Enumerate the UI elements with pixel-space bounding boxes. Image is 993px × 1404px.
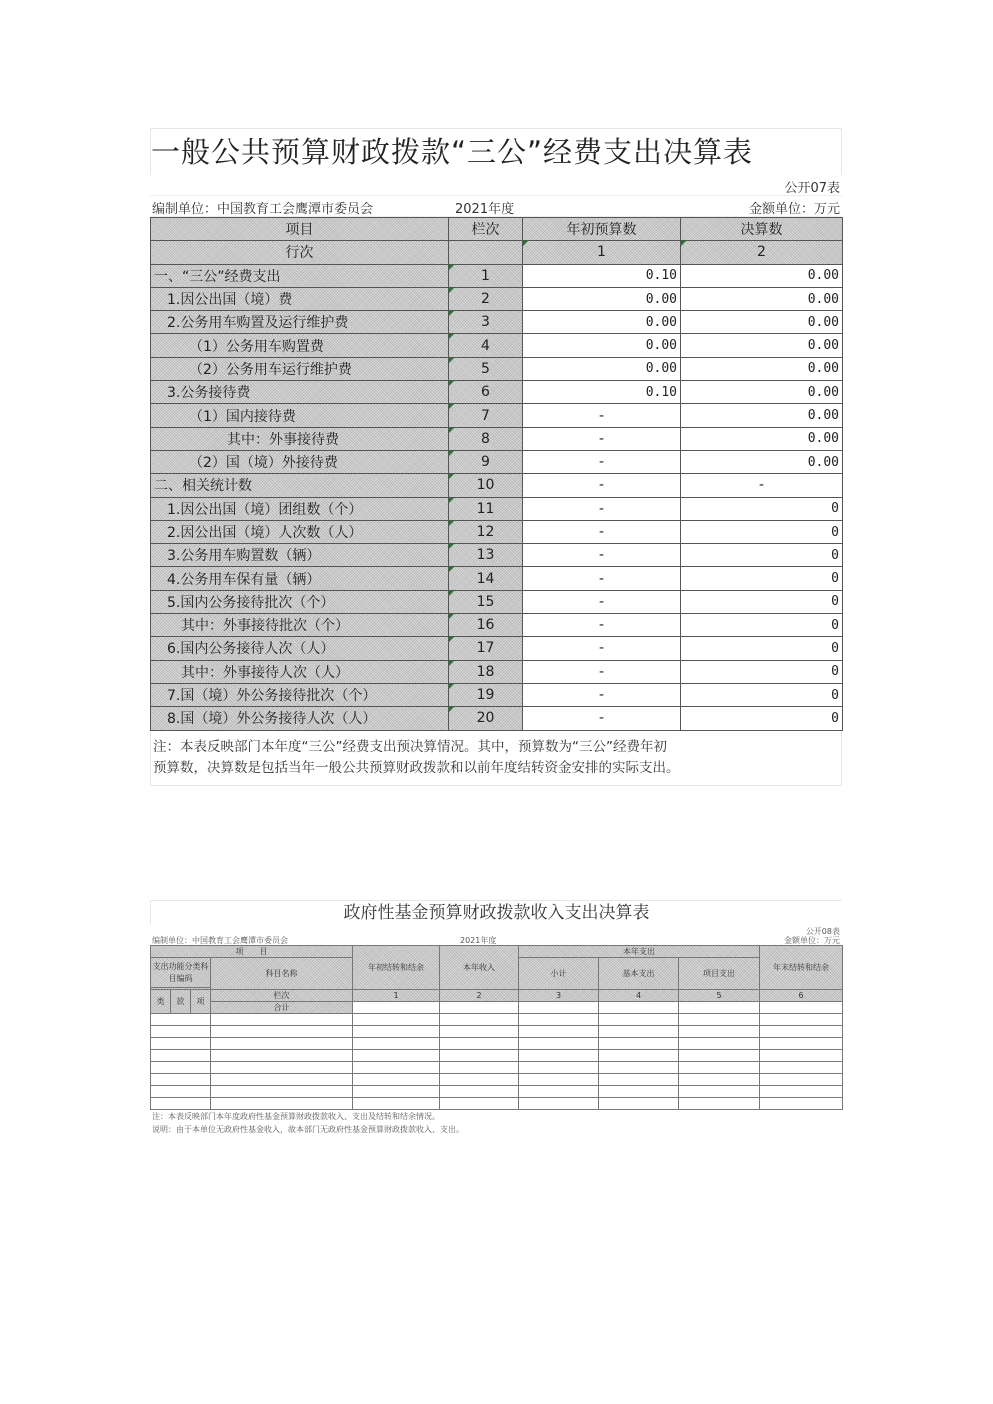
blank-cell [599,1038,679,1050]
note-line-2: 预算数，决算数是包括当年一般公共预算财政拨款和以前年度结转资金安排的实际支出。 [153,759,680,776]
index-col [449,241,523,264]
sheet2-year: 2021年度 [460,936,497,945]
blank-cell [679,1086,760,1098]
table-row [151,707,843,730]
blank-cell [151,1038,211,1050]
blank-row [151,1098,843,1110]
blank-cell [440,1074,519,1086]
h-xiang: 项 [191,990,211,1014]
row-budget: - [523,683,681,706]
table-row [151,427,843,450]
blank-cell [760,1098,843,1110]
sheet2-compiler: 编制单位：中国教育工会鹰潭市委员会 [152,936,288,945]
blank-row [151,1086,843,1098]
row-number: 12 [449,520,523,543]
row-label: 4.公务用车保有量（辆） [151,567,449,590]
col-num-5: 5 [679,990,760,1002]
row-final: 0.00 [681,357,843,380]
row-number: 20 [449,707,523,730]
blank-cell [519,1014,599,1026]
blank-cell [599,1086,679,1098]
blank-cell [211,1014,353,1026]
blank-row [151,1074,843,1086]
row-label: 2.因公出国（境）人次数（人） [151,520,449,543]
table-row [151,381,843,404]
index-budget: 1 [523,241,681,264]
table-row [151,590,843,613]
blank-cell [679,1014,760,1026]
blank-cell [440,1050,519,1062]
blank-row [151,1014,843,1026]
blank-cell [211,1086,353,1098]
row-final: 0.00 [681,287,843,310]
blank-cell [519,1026,599,1038]
row-final: 0 [681,590,843,613]
row-label: 其中：外事接待人次（人） [151,660,449,683]
col-num-1: 1 [353,990,440,1002]
table-row [151,567,843,590]
blank-cell [519,1098,599,1110]
row-number: 18 [449,660,523,683]
blank-cell [760,1062,843,1074]
sheet2-title: 政府性基金预算财政拨款收入支出决算表 [150,901,842,925]
total-label: 合计 [211,1002,353,1014]
blank-cell [599,1062,679,1074]
cell [353,1002,440,1014]
row-number: 6 [449,381,523,404]
blank-cell [353,1098,440,1110]
budget-sheet-2 [150,900,842,1136]
blank-cell [679,1074,760,1086]
h-income: 本年收入 [440,946,519,990]
blank-cell [519,1038,599,1050]
note-line-1: 注：本表反映部门本年度“三公”经费支出预决算情况。其中，预算数为“三公”经费年初 [153,738,667,755]
h-subtotal: 小计 [519,958,599,990]
form-number: 公开07表 [784,181,840,196]
row-budget: - [523,590,681,613]
cell [599,1002,679,1014]
amount-unit: 金额单位：万元 [748,202,840,217]
row-number: 10 [449,474,523,497]
row-budget: - [523,567,681,590]
col-num-6: 6 [760,990,843,1002]
row-budget: - [523,637,681,660]
row-final: 0.00 [681,404,843,427]
sheet2-note: 注：本表反映部门本年度政府性基金预算财政拨款收入、支出及结转和结余情况。 [152,1112,440,1121]
row-final: 0 [681,520,843,543]
blank-cell [353,1014,440,1026]
row-final: 0 [681,497,843,520]
blank-cell [679,1050,760,1062]
row-label: 7.国（境）外公务接待批次（个） [151,683,449,706]
budget-sheet-1 [150,128,842,786]
blank-cell [353,1062,440,1074]
row-final: 0 [681,707,843,730]
blank-cell [440,1014,519,1026]
row-budget: 0.00 [523,357,681,380]
blank-cell [440,1062,519,1074]
header-final: 决算数 [681,218,843,241]
row-number: 11 [449,497,523,520]
row-final: 0 [681,660,843,683]
row-budget: 0.10 [523,381,681,404]
h-code: 支出功能分类科目编码 [151,958,211,988]
row-label: 3.公务接待费 [151,381,449,404]
blank-cell [440,1038,519,1050]
table-row [151,474,843,497]
blank-cell [440,1026,519,1038]
row-number: 15 [449,590,523,613]
blank-rows [151,1014,843,1110]
table-row [151,614,843,637]
h-item: 项 目 [151,946,353,958]
blank-cell [679,1098,760,1110]
blank-cell [151,1026,211,1038]
row-label: 6.国内公务接待人次（人） [151,637,449,660]
row-budget: 0.00 [523,287,681,310]
row-number: 19 [449,683,523,706]
blank-cell [151,1062,211,1074]
table-row [151,660,843,683]
table-row [151,404,843,427]
row-final: 0 [681,567,843,590]
row-budget: 0.00 [523,334,681,357]
header-budget: 年初预算数 [523,218,681,241]
h-name: 科目名称 [211,958,353,990]
blank-cell [211,1050,353,1062]
h-kuan: 款 [171,990,191,1014]
blank-cell [211,1074,353,1086]
row-final: 0.00 [681,427,843,450]
three-public-expense-table [150,217,843,731]
meta-row [150,196,842,217]
header-row [151,218,843,241]
row-budget: - [523,520,681,543]
row-label: （2）国（境）外接待费 [151,450,449,473]
blank-cell [151,1050,211,1062]
blank-cell [519,1086,599,1098]
blank-cell [519,1050,599,1062]
blank-cell [760,1026,843,1038]
row-number: 5 [449,357,523,380]
form-number-row [150,175,842,196]
blank-cell [760,1038,843,1050]
blank-cell [760,1086,843,1098]
blank-cell [211,1038,353,1050]
h-begin: 年初结转和结余 [353,946,440,990]
row-number: 7 [449,404,523,427]
blank-cell [353,1074,440,1086]
table-row [151,264,843,287]
fund-budget-table [150,945,843,1110]
row-budget: 0.00 [523,311,681,334]
row-label: （2）公务用车运行维护费 [151,357,449,380]
row-final: 0.00 [681,450,843,473]
blank-row [151,1062,843,1074]
table-row [151,450,843,473]
row-label: 1.因公出国（境）团组数（个） [151,497,449,520]
blank-row [151,1050,843,1062]
sheet2-unit: 金额单位：万元 [784,936,840,945]
table-row [151,497,843,520]
header-col: 栏次 [449,218,523,241]
sheet2-form-number: 公开08表 [805,927,840,936]
blank-cell [353,1086,440,1098]
row-number: 16 [449,614,523,637]
row-label: 一、“三公”经费支出 [151,264,449,287]
row-label: （1）公务用车购置费 [151,334,449,357]
table-row [151,520,843,543]
sheet1-title: 一般公共预算财政拨款“三公”经费支出决算表 [150,129,842,175]
compiler-unit: 编制单位：中国教育工会鹰潭市委员会 [152,202,374,217]
blank-cell [599,1014,679,1026]
sheet2-remark: 说明：由于本单位无政府性基金收入，故本部门无政府性基金预算财政拨款收入、支出。 [152,1125,464,1134]
row-number: 4 [449,334,523,357]
blank-cell [353,1050,440,1062]
col-num-3: 3 [519,990,599,1002]
row-label: 3.公务用车购置数（辆） [151,544,449,567]
table-row [151,311,843,334]
blank-cell [679,1038,760,1050]
row-number: 3 [449,311,523,334]
h-lei: 类 [151,990,171,1014]
row-budget: - [523,660,681,683]
row-final: 0 [681,683,843,706]
index-row [151,241,843,264]
h-project: 项目支出 [679,958,760,990]
row-label: 8.国（境）外公务接待人次（人） [151,707,449,730]
blank-cell [440,1086,519,1098]
cell [679,1002,760,1014]
index-final: 2 [681,241,843,264]
blank-cell [151,1086,211,1098]
row-number: 9 [449,450,523,473]
row-budget: - [523,427,681,450]
blank-cell [353,1026,440,1038]
h-expense: 本年支出 [519,946,760,958]
h-basic: 基本支出 [599,958,679,990]
row-budget: - [523,497,681,520]
row-budget: - [523,450,681,473]
blank-cell [599,1050,679,1062]
cell [519,1002,599,1014]
row-final: 0 [681,637,843,660]
row-budget: - [523,404,681,427]
row-final: 0.00 [681,381,843,404]
row-final: 0.00 [681,264,843,287]
blank-cell [353,1038,440,1050]
blank-cell [440,1098,519,1110]
header-item: 项目 [151,218,449,241]
row-final: 0 [681,614,843,637]
row-label: 5.国内公务接待批次（个） [151,590,449,613]
blank-cell [679,1062,760,1074]
sheet1-note [150,731,842,786]
row-final: 0.00 [681,311,843,334]
row-number: 14 [449,567,523,590]
blank-cell [151,1074,211,1086]
blank-cell [760,1050,843,1062]
fiscal-year: 2021年度 [455,202,515,217]
row-final: 0.00 [681,334,843,357]
row-label: （1）国内接待费 [151,404,449,427]
col-num-2: 2 [440,990,519,1002]
table-row [151,544,843,567]
row-label: 2.公务用车购置及运行维护费 [151,311,449,334]
blank-cell [679,1026,760,1038]
row-label: 1.因公出国（境）费 [151,287,449,310]
row-final: 0 [681,544,843,567]
table-row [151,334,843,357]
blank-cell [211,1098,353,1110]
blank-cell [211,1026,353,1038]
table-row [151,357,843,380]
blank-cell [151,1098,211,1110]
cell [440,1002,519,1014]
blank-cell [760,1074,843,1086]
row-label: 二、相关统计数 [151,474,449,497]
sheet2-footnotes [150,1110,842,1136]
row-budget: - [523,707,681,730]
table-row [151,287,843,310]
blank-cell [211,1062,353,1074]
index-label: 行次 [151,241,449,264]
row-budget: - [523,614,681,637]
row-number: 8 [449,427,523,450]
row-label: 其中：外事接待批次（个） [151,614,449,637]
sheet2-meta [150,925,842,945]
row-budget: - [523,474,681,497]
row-number: 17 [449,637,523,660]
row-budget: 0.10 [523,264,681,287]
col-label: 栏次 [211,990,353,1002]
h-end: 年末结转和结余 [760,946,843,990]
row-budget: - [523,544,681,567]
row-number: 1 [449,264,523,287]
blank-row [151,1038,843,1050]
blank-cell [151,1014,211,1026]
blank-cell [760,1014,843,1026]
row-label: 其中：外事接待费 [151,427,449,450]
blank-cell [599,1098,679,1110]
blank-cell [599,1074,679,1086]
blank-cell [519,1062,599,1074]
blank-cell [599,1026,679,1038]
blank-row [151,1026,843,1038]
table-row [151,637,843,660]
cell [760,1002,843,1014]
blank-cell [519,1074,599,1086]
row-number: 2 [449,287,523,310]
row-final: - [681,474,843,497]
col-num-4: 4 [599,990,679,1002]
row-number: 13 [449,544,523,567]
table-row [151,683,843,706]
